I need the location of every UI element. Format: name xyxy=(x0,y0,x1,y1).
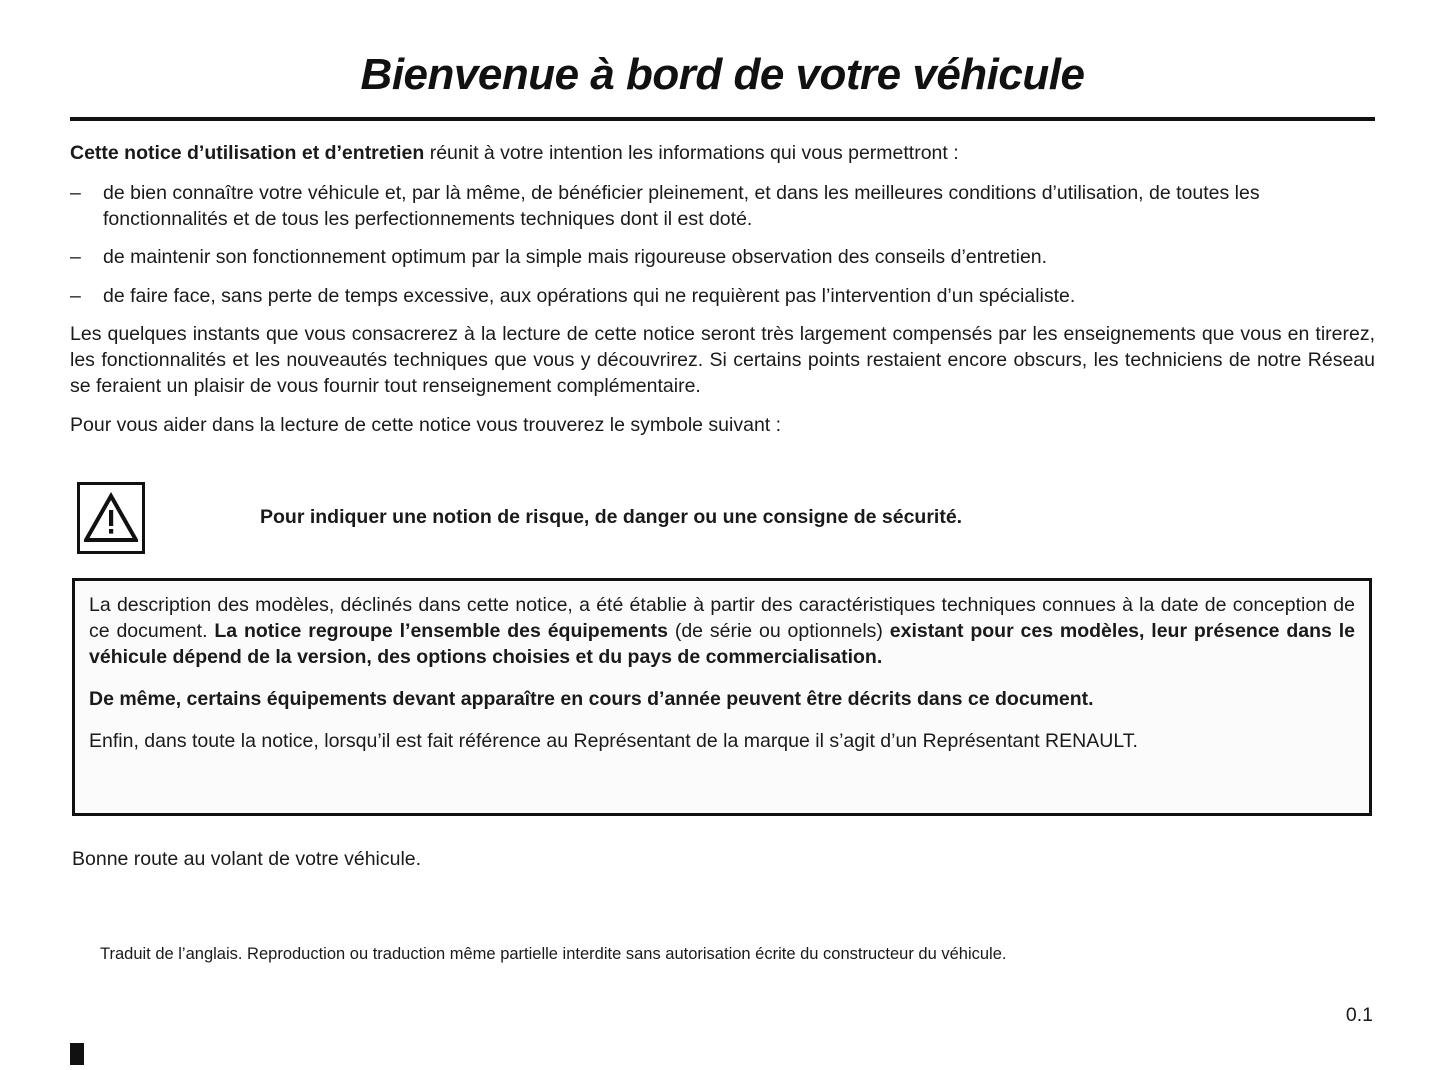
list-item xyxy=(70,283,1375,309)
intro-rest: réunit à votre intention les informations qui vous permettront : xyxy=(424,142,959,164)
notice-disclaimer-box xyxy=(72,578,1372,816)
corner-marker xyxy=(70,1043,84,1065)
notice-p1-b: La notice regroupe l’ensemble des équipements xyxy=(214,619,668,642)
symbol-intro-paragraph: Pour vous aider dans la lecture de cette notice vous trouverez le symbole suivant : xyxy=(70,414,782,436)
notice-p1-c: (de série ou optionnels) xyxy=(667,619,890,642)
intro-bold-lead: Cette notice d’utilisation et d’entretien xyxy=(70,142,425,164)
translation-credit: Traduit de l’anglais. Reproduction ou traduction même partielle interdite sans autorisation écrite du constructeur du véhicule. xyxy=(100,945,1007,963)
intro-paragraph xyxy=(70,140,1375,166)
notice-p2-bold: De même, certains équipements devant apparaître en cours d’année peuvent être décrits dans ce document. xyxy=(89,687,1094,710)
notice-paragraph-1 xyxy=(89,593,1355,671)
title-divider xyxy=(70,117,1375,121)
warning-triangle-icon xyxy=(77,482,145,554)
symbol-legend xyxy=(70,482,1375,562)
long-paragraph: Les quelques instants que vous consacrerez à la lecture de cette notice seront très largement compensés par les enseignements que vous en tirerez, les fonctionnalités et les nouveautés techniques que vous y découvrirez. Si certains points restaient encore obscurs, les techniciens de notre Réseau se feraient un plaisir de vous fournir tout renseignement complémentaire. xyxy=(70,322,1375,397)
list-item xyxy=(70,180,1375,232)
list-item-text: de faire face, sans perte de temps excessive, aux opérations qui ne requièrent pas l’intervention d’un spécialiste. xyxy=(103,284,1076,307)
dash-bullet: – xyxy=(70,284,81,307)
closing-line: Bonne route au volant de votre véhicule. xyxy=(72,848,422,870)
notice-paragraph-2 xyxy=(89,687,1355,713)
benefits-list xyxy=(70,180,1375,309)
dash-bullet: – xyxy=(70,246,81,269)
dash-bullet: – xyxy=(70,182,81,205)
notice-p1-a: La description des modèles, déclinés dans cette notice, a été établie à partir des caractéristiques techniques connues à la date de conception de ce document. xyxy=(89,594,1355,642)
page-title: Bienvenue à bord de votre véhicule xyxy=(360,50,1085,99)
list-item xyxy=(70,244,1375,270)
list-item-text: de bien connaître votre véhicule et, par là même, de bénéficier pleinement, et dans les meilleures conditions d’utilisation, de toutes les fonctionnalités et de tous les perfectionnements techniques dont il est doté. xyxy=(103,182,1260,231)
list-item-text: de maintenir son fonctionnement optimum par la simple mais rigoureuse observation des conseils d’entretien. xyxy=(103,246,1048,269)
document-body xyxy=(70,140,1375,451)
page-number: 0.1 xyxy=(1345,1004,1373,1026)
notice-paragraph-3: Enfin, dans toute la notice, lorsqu’il est fait référence au Représentant de la marque il s’agit d’un Représentant RENAULT. xyxy=(89,729,1138,752)
symbol-caption: Pour indiquer une notion de risque, de danger ou une consigne de sécurité. xyxy=(260,506,963,528)
notice-p1-d: existant pour ces modèles, leur présence dans le véhicule dépend de la version, des options choisies et du pays de commercialisation. xyxy=(89,619,1356,668)
